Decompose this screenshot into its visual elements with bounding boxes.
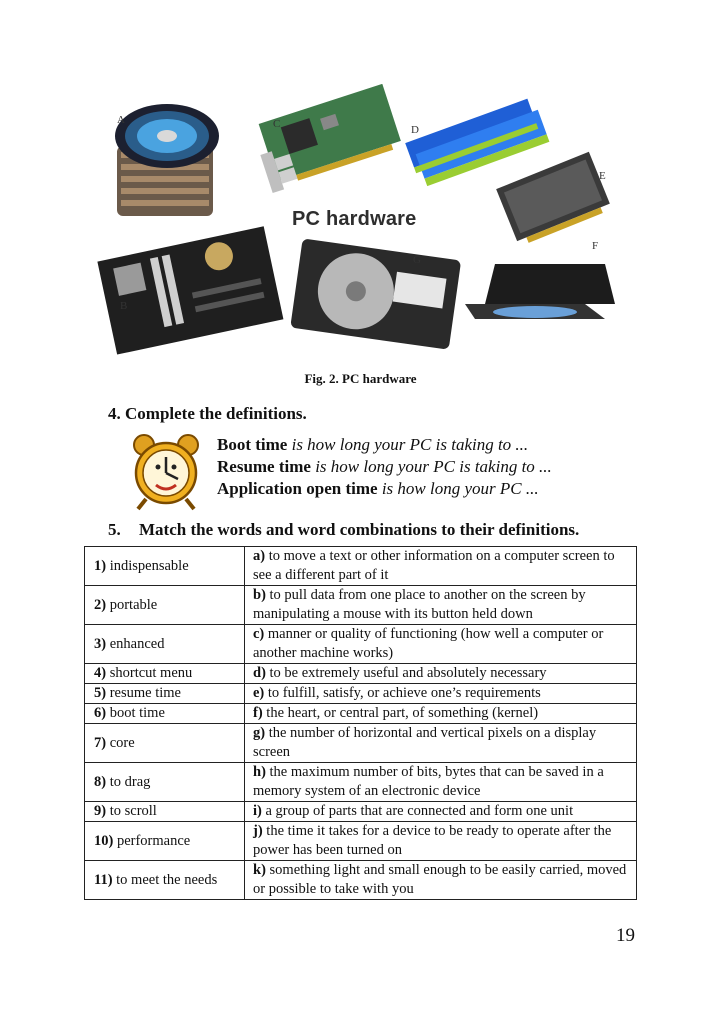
definition-text: is how long your PC is taking to ...: [315, 457, 552, 476]
table-row: [85, 763, 637, 802]
word-text: resume time: [109, 685, 181, 701]
word-number: 1): [94, 557, 107, 574]
definitions-list: [217, 434, 552, 500]
word-text: portable: [109, 596, 158, 613]
definition-cell: [245, 724, 637, 763]
definition-key: i): [253, 803, 262, 819]
word-number: 3): [94, 635, 107, 652]
table-row: [85, 704, 637, 724]
word-cell: [85, 664, 245, 684]
definition-cell: [245, 763, 637, 802]
graphics-card-illustration: [496, 152, 612, 247]
definition-text: the time it takes for a device to be ready to operate after the power has been turned on: [253, 823, 612, 858]
definition-cell: [245, 861, 637, 900]
exercise-4-number: 4.: [108, 404, 121, 423]
definition-cell: [245, 547, 637, 586]
word-number: 10): [94, 832, 114, 849]
definition-cell: [245, 822, 637, 861]
definition-item: [217, 434, 552, 456]
word-text: performance: [116, 832, 191, 849]
matching-table: [84, 546, 637, 900]
table-row: [85, 822, 637, 861]
optical-drive-illustration: [465, 264, 615, 319]
definition-key: j): [253, 823, 263, 839]
table-row: [85, 664, 637, 684]
definition-text: something light and small enough to be easily carried, moved or possible to take with you: [253, 862, 627, 897]
word-cell: [85, 586, 245, 625]
label-c: C: [273, 118, 281, 130]
word-cell: [85, 625, 245, 664]
word-number: 9): [94, 803, 107, 819]
definition-key: k): [253, 862, 266, 878]
ram-modules-illustration: [405, 97, 549, 189]
label-g: G: [413, 254, 421, 266]
exercise-5-number: 5.: [108, 520, 121, 539]
definition-key: d): [253, 665, 266, 681]
word-number: 5): [94, 685, 107, 701]
table-row: [85, 724, 637, 763]
word-cell: [85, 822, 245, 861]
word-number: 2): [94, 596, 107, 613]
definition-key: f): [253, 705, 263, 721]
exercise-5-title: Match the words and word combinations to their definitions.: [139, 520, 580, 539]
table-row: [85, 802, 637, 822]
word-cell: [85, 802, 245, 822]
definition-text: to move a text or other information on a computer screen to see a different part of it: [253, 548, 615, 583]
page-number: 19: [616, 925, 635, 946]
word-cell: [85, 547, 245, 586]
word-text: to meet the needs: [116, 871, 218, 888]
word-number: 8): [94, 773, 107, 790]
network-card-illustration: [251, 84, 404, 193]
definition-term: Application open time: [217, 479, 378, 498]
definition-item: [217, 478, 552, 500]
exercise-4-title: Complete the definitions.: [125, 404, 307, 423]
table-row: [85, 625, 637, 664]
word-cell: [85, 763, 245, 802]
definition-text: to be extremely useful and absolutely necessary: [269, 665, 547, 681]
cpu-cooler-illustration: [115, 104, 219, 216]
definition-text: is how long your PC is taking to ...: [291, 435, 529, 454]
definition-key: g): [253, 725, 266, 741]
definition-cell: [245, 664, 637, 684]
definition-key: h): [253, 764, 266, 780]
word-cell: [85, 861, 245, 900]
label-f: F: [592, 240, 599, 252]
definition-item: [217, 456, 552, 478]
definition-key: e): [253, 685, 265, 701]
word-cell: [85, 724, 245, 763]
definition-key: a): [253, 548, 266, 564]
definition-text: a group of parts that are connected and form one unit: [265, 803, 574, 819]
label-d: D: [411, 124, 419, 136]
definition-term: Resume time: [217, 457, 311, 476]
table-row: [85, 861, 637, 900]
word-text: enhanced: [109, 635, 165, 652]
definition-key: b): [253, 587, 266, 603]
exercise-5-heading: [108, 520, 579, 540]
definition-cell: [245, 625, 637, 664]
definition-term: Boot time: [217, 435, 288, 454]
table-row: [85, 684, 637, 704]
label-a: A: [117, 114, 125, 126]
definition-text: the maximum number of bits, bytes that can be saved in a memory system of an electronic device: [253, 764, 604, 799]
figure-title: PC hardware: [292, 208, 417, 230]
definition-text: manner or quality of functioning (how well a computer or another machine works): [253, 626, 604, 661]
word-cell: [85, 704, 245, 724]
definition-text: to pull data from one place to another on the screen by manipulating a mouse with its button held down: [253, 587, 586, 622]
motherboard-illustration: [97, 226, 283, 354]
word-text: to drag: [109, 773, 151, 790]
definition-key: c): [253, 626, 265, 642]
definition-cell: [245, 802, 637, 822]
word-number: 11): [94, 871, 113, 888]
definition-cell: [245, 586, 637, 625]
pc-hardware-figure: [95, 84, 625, 359]
table-row: [85, 547, 637, 586]
alarm-clock-icon: [128, 433, 204, 511]
definition-text: is how long your PC ...: [381, 479, 539, 498]
word-text: core: [109, 734, 135, 751]
word-number: 6): [94, 705, 107, 721]
word-number: 7): [94, 734, 107, 751]
figure-caption: Fig. 2. PC hardware: [304, 371, 417, 386]
definition-text: to fulfill, satisfy, or achieve one’s requirements: [267, 685, 541, 701]
word-cell: [85, 684, 245, 704]
word-text: boot time: [109, 705, 165, 721]
word-number: 4): [94, 665, 107, 681]
label-b: B: [120, 300, 128, 312]
definition-text: the number of horizontal and vertical pixels on a display screen: [253, 725, 597, 760]
word-text: indispensable: [109, 557, 189, 574]
definition-cell: [245, 684, 637, 704]
word-text: shortcut menu: [109, 665, 193, 681]
hard-drive-illustration: [290, 238, 461, 349]
label-e: E: [599, 170, 606, 182]
definition-cell: [245, 704, 637, 724]
word-text: to scroll: [109, 803, 157, 819]
exercise-4-heading: [108, 404, 307, 424]
table-row: [85, 586, 637, 625]
definition-text: the heart, or central part, of something (kernel): [266, 705, 539, 721]
